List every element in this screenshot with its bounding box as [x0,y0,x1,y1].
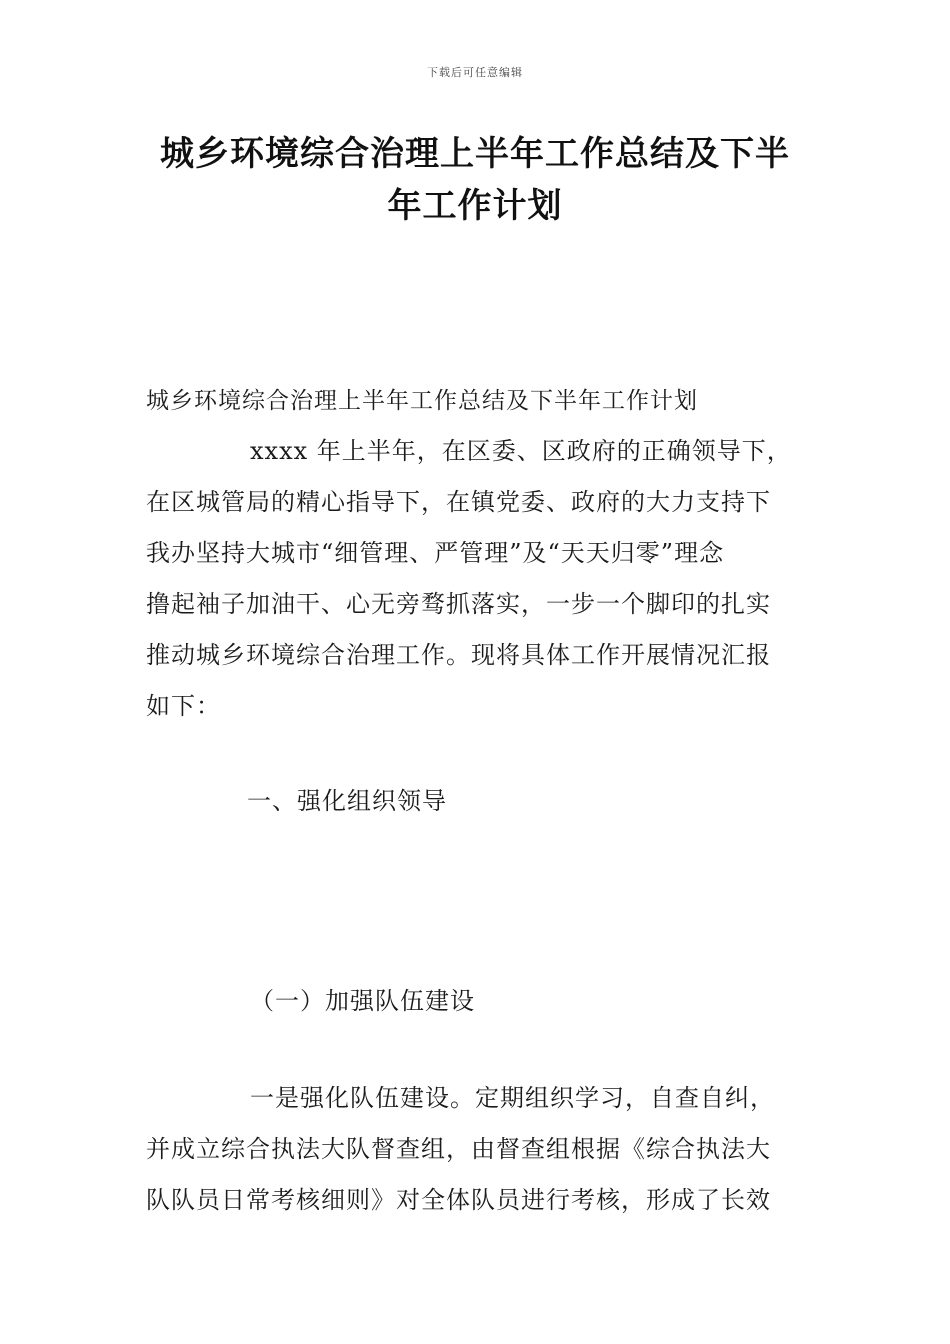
body-paragraph [146,1073,806,1226]
paragraph-line: 在区城管局的精心指导下，在镇党委、政府的大力支持下 [146,488,771,516]
title-line-2: 年工作计划 [387,186,563,226]
paragraph-line: 队队员日常考核细则》对全体队员进行考核，形成了长效 [146,1186,771,1214]
title-line-1: 城乡环境综合治理上半年工作总结及下半 [160,134,790,174]
paragraph-line: 并成立综合执法大队督查组，由督查组根据《综合执法大 [146,1135,771,1163]
paragraph-line: 一是强化队伍建设。定期组织学习，自查自纠， [250,1084,775,1112]
paragraph-line: xxxx 年上半年，在区委、区政府的正确领导下， [250,437,792,465]
document-title [140,128,810,232]
section-heading: 一、强化组织领导 [247,787,447,815]
intro-paragraph [146,426,806,732]
header-note: 下载后可任意编辑 [427,66,523,79]
paragraph-line: 我办坚持大城市“细管理、严管理”及“天天归零”理念 [146,539,725,567]
paragraph-line: 如下： [146,692,221,720]
document-subtitle: 城乡环境综合治理上半年工作总结及下半年工作计划 [146,388,698,414]
subsection-heading: （一）加强队伍建设 [250,987,475,1015]
paragraph-line: 撸起袖子加油干、心无旁骛抓落实，一步一个脚印的扎实 [146,590,771,618]
paragraph-line: 推动城乡环境综合治理工作。现将具体工作开展情况汇报 [146,641,771,669]
